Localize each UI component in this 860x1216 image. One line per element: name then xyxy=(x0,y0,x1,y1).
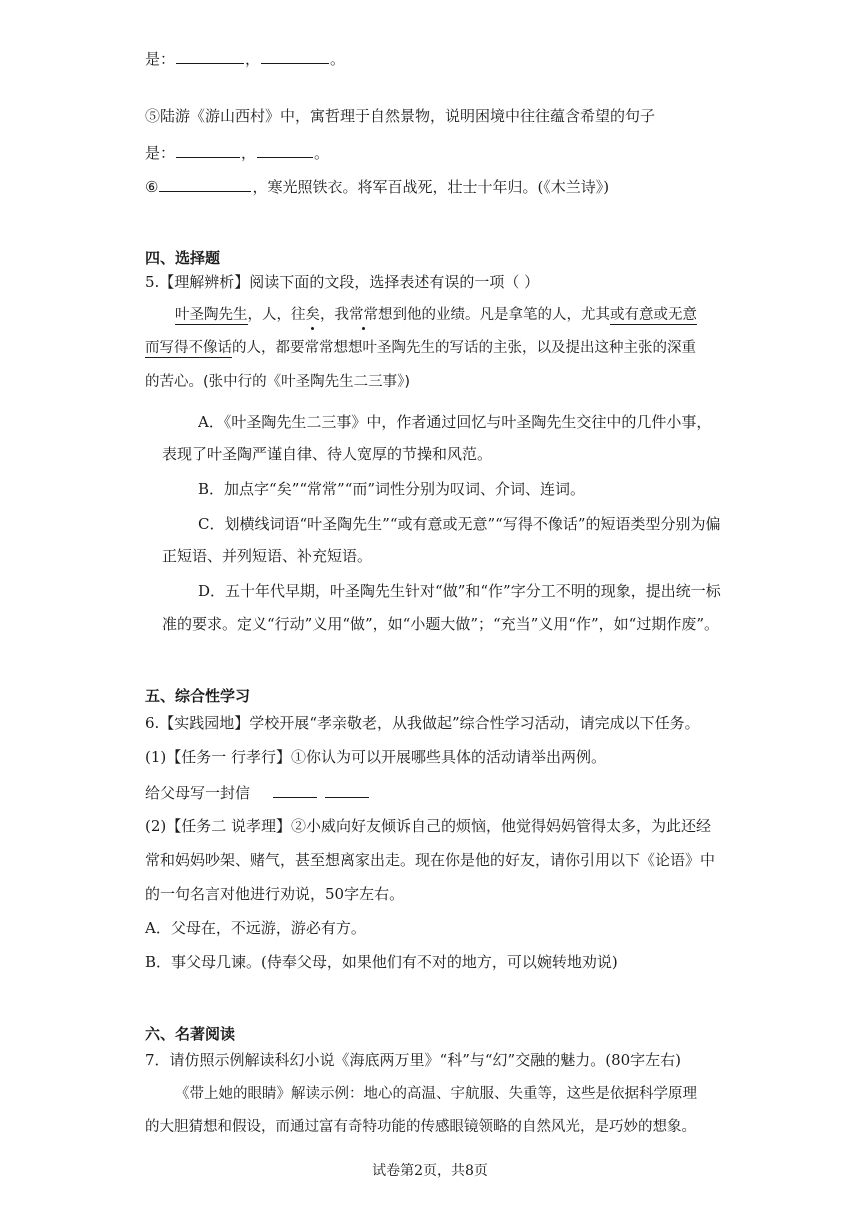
question-6-stem: 6.【实践园地】学校开展“孝亲敬老，从我做起”综合性学习活动，请完成以下任务。 xyxy=(145,714,700,732)
option-a-line-2: 表现了叶圣陶严谨自律、待人宽厚的节操和风范。 xyxy=(162,445,493,463)
answer-blank[interactable] xyxy=(325,782,369,798)
task-2-line-1: (2)【任务二 说孝理】②小威向好友倾诉自己的烦恼，他觉得妈妈管得太多，为此还经 xyxy=(145,817,712,835)
option-a-line-1: A．《叶圣陶先生二三事》中，作者通过回忆与叶圣陶先生交往中的几件小事， xyxy=(198,413,712,431)
quote-option-a: A．父母在，不远游，游必有方。 xyxy=(145,919,366,937)
answer-blank[interactable] xyxy=(273,782,317,798)
question-5-stem: 5.【理解辨析】阅读下面的文段，选择表述有误的一项（ ） xyxy=(145,273,540,291)
fill-line-4: 是： ， 。 xyxy=(145,50,346,68)
passage-line-2: 而写得不像话的人，都要常常想想叶圣陶先生的写话的主张，以及提出这种主张的深重 xyxy=(145,340,696,356)
task-1: (1)【任务一 行孝行】①你认为可以开展哪些具体的活动请举出两例。 xyxy=(145,748,607,766)
section-heading-comprehensive: 五、综合性学习 xyxy=(145,687,251,705)
answer-blank[interactable] xyxy=(159,176,251,192)
passage-line-3: 的苦心。(张中行的《叶圣陶先生二三事》) xyxy=(145,374,411,390)
example-line-1: 《带上她的眼睛》解读示例：地心的高温、宇航服、失重等，这些是依据科学原理 xyxy=(175,1086,697,1102)
section-heading-choice: 四、选择题 xyxy=(145,249,221,267)
question-5-poem: ⑤陆游《游山西村》中，寓哲理于自然景物，说明困境中往往蕴含希望的句子 xyxy=(145,107,656,125)
option-d-line-2: 准的要求。定义“行动”义用“做”，如“小题大做”；“充当”义用“作”，如“过期作废”。 xyxy=(162,615,720,633)
passage-line-1: 叶圣陶先生，人，往矣，我常常想到他的业绩。凡是拿笔的人，尤其或有意或无意 xyxy=(175,307,697,323)
task-2-line-2: 常和妈妈吵架、赌气，甚至想离家出走。现在你是他的好友，请你引用以下《论语》中 xyxy=(145,851,716,869)
quote-option-b: B．事父母几谏。(侍奉父母，如果他们有不对的地方，可以婉转地劝说) xyxy=(145,953,618,971)
fill-line-6: ⑥ ，寒光照铁衣。将军百战死，壮士十年归。(《木兰诗》) xyxy=(145,178,610,196)
page-footer: 试卷第2页，共8页 xyxy=(372,1163,488,1179)
fill-line-5: 是： ， 。 xyxy=(145,144,330,162)
option-d-line-1: D．五十年代早期，叶圣陶先生针对“做”和“作”字分工不明的现象，提出统一标 xyxy=(198,582,721,600)
example-line-2: 的大胆猜想和假设，而通过富有奇特功能的传感眼镜领略的自然风光，是巧妙的想象。 xyxy=(145,1119,696,1135)
section-heading-classics: 六、名著阅读 xyxy=(145,1025,236,1043)
option-c-line-1: C．划横线词语“叶圣陶先生”“或有意或无意”“写得不像话”的短语类型分别为偏 xyxy=(198,515,721,533)
answer-blank[interactable] xyxy=(176,48,244,64)
task-2-line-3: 的一句名言对他进行劝说，50字左右。 xyxy=(145,885,405,903)
question-7-stem: 7．请仿照示例解读科幻小说《海底两万里》“科”与“幻”交融的魅力。(80字左右) xyxy=(145,1051,682,1069)
answer-blank[interactable] xyxy=(176,142,240,158)
answer-blank[interactable] xyxy=(257,142,313,158)
option-c-line-2: 正短语、并列短语、补充短语。 xyxy=(162,547,373,565)
option-b: B．加点字“矣”“常常”“而”词性分别为叹词、介词、连词。 xyxy=(198,480,586,498)
answer-blank[interactable] xyxy=(261,48,329,64)
task-1-answer-line: 给父母写一封信 xyxy=(145,782,370,803)
